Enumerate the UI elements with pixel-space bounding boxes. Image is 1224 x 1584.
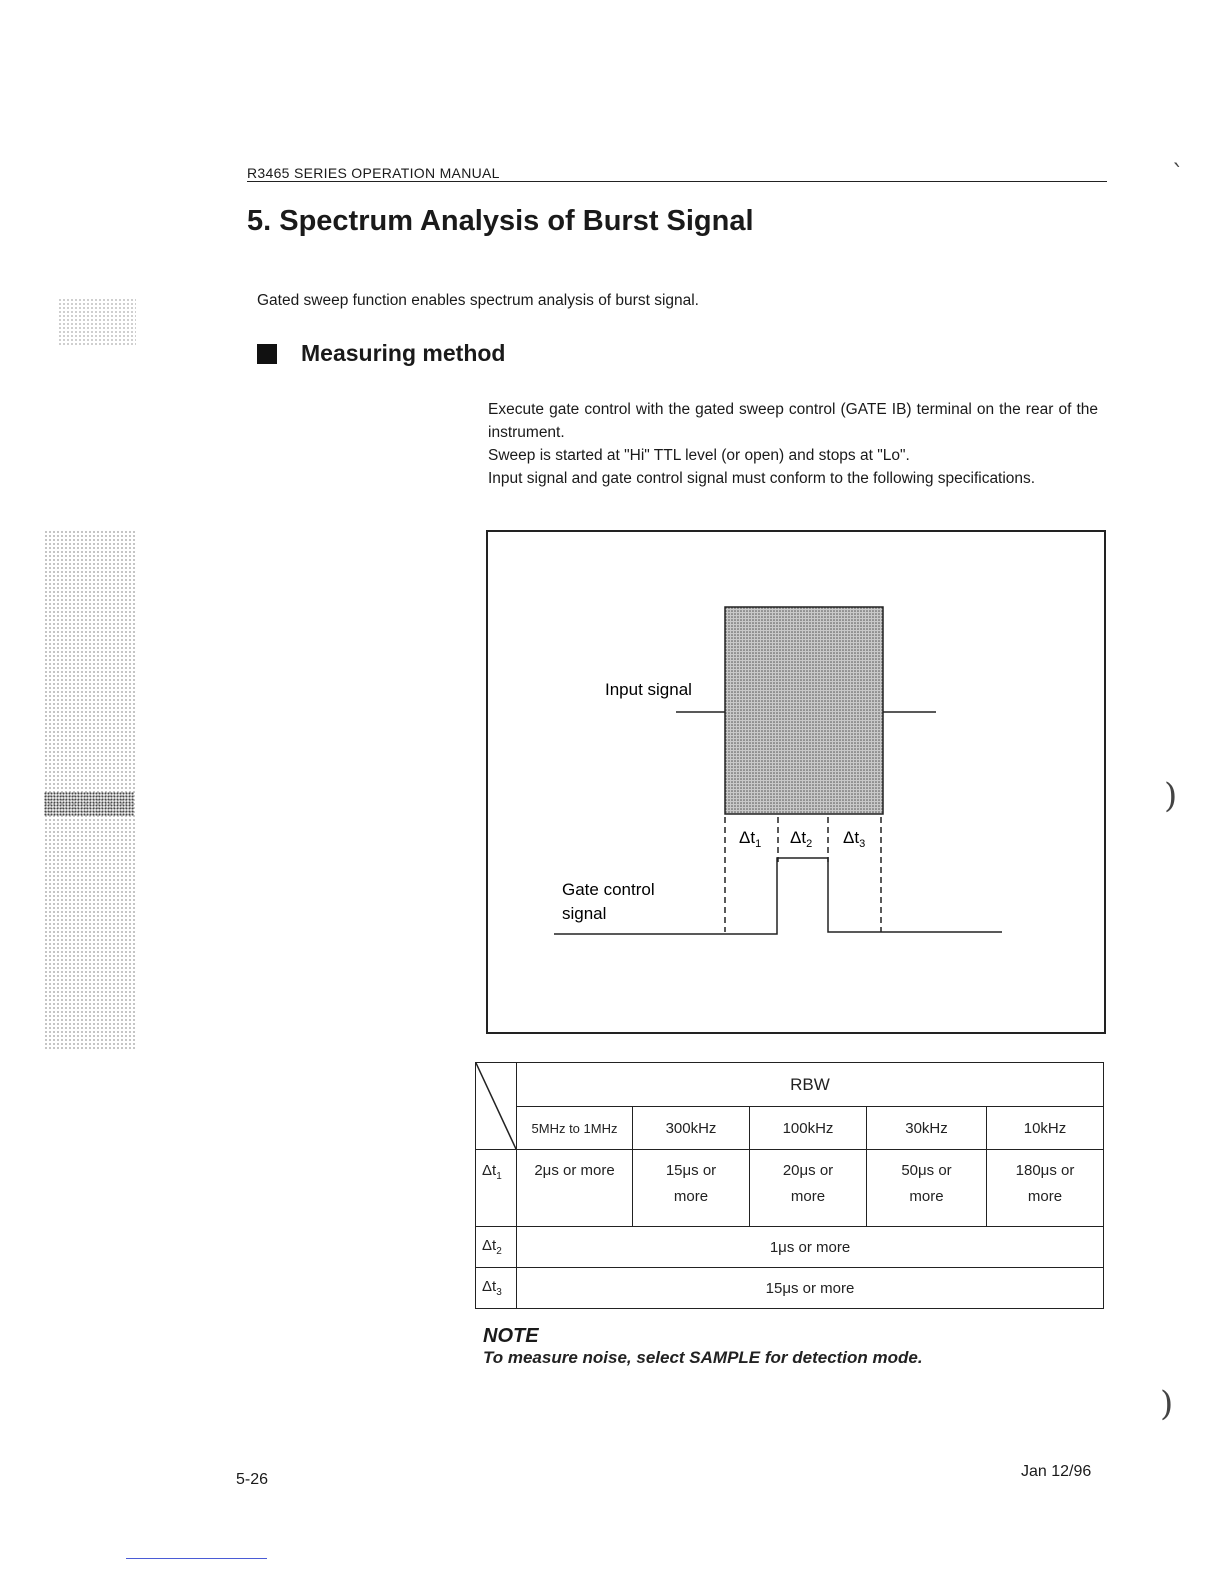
diagonal-divider (476, 1063, 516, 1149)
scan-noise-top (58, 298, 136, 346)
input-signal-label: Input signal (605, 680, 692, 699)
dt1-value-2: 15μs or more (633, 1150, 750, 1227)
table-row (476, 1268, 1104, 1309)
table-row (476, 1107, 1104, 1150)
subsection-heading-text: Measuring method (301, 340, 506, 366)
band-2: 300kHz (633, 1107, 750, 1150)
section-intro: Gated sweep function enables spectrum analysis of burst signal. (257, 292, 699, 309)
running-header (247, 165, 1107, 182)
subsection-heading (257, 340, 505, 367)
gate-control-label-line-1: Gate control (562, 880, 655, 899)
band-4: 30kHz (867, 1107, 987, 1150)
method-description (488, 398, 1098, 490)
gate-control-label-line-2: signal (562, 904, 607, 923)
method-para-3: Input signal and gate control signal must conform to the following specifications. (488, 470, 1036, 487)
dt1-row-label: $\Delta t_1$ (476, 1150, 517, 1227)
dt2-value: 1μs or more (517, 1227, 1104, 1268)
band-1: 5MHz to 1MHz (517, 1107, 633, 1150)
scan-noise-dark-band (44, 792, 134, 816)
table-row (476, 1227, 1104, 1268)
dt1-value-1: 2μs or more (517, 1150, 633, 1227)
dt1-value-3: 20μs or more (750, 1150, 867, 1227)
margin-mark-top: ` (1172, 160, 1184, 188)
table-row (476, 1150, 1104, 1227)
method-para-2: Sweep is started at "Hi" TTL level (or open) and stops at "Lo". (488, 447, 910, 464)
note-text: To measure noise, select SAMPLE for detection mode. (483, 1348, 923, 1367)
margin-mark-middle: ) (1164, 776, 1178, 816)
manual-title: R3465 SERIES OPERATION MANUAL (247, 165, 500, 181)
band-3: 100kHz (750, 1107, 867, 1150)
method-para-1-line-1: Execute gate control with the gated sweep control (GATE IB) terminal on the rear of the instrument. (488, 401, 1098, 441)
scan-noise-left-strip (44, 530, 136, 1050)
timing-diagram (486, 530, 1106, 1034)
table-row (476, 1063, 1104, 1107)
square-bullet-icon (257, 344, 277, 364)
delta-t3-label: $\Delta t_3$ (843, 828, 866, 850)
page-number: 5-26 (236, 1471, 269, 1488)
delta-t2-label: $\Delta t_2$ (790, 828, 813, 850)
revision-date: Jan 12/96 (1021, 1463, 1092, 1480)
timing-diagram-svg (488, 532, 1108, 1036)
note-title: NOTE (483, 1325, 539, 1347)
bottom-rule (126, 1558, 267, 1559)
rbw-header: RBW (517, 1063, 1104, 1107)
input-burst-pulse (725, 607, 883, 814)
dt2-row-label: $\Delta t_2$ (476, 1227, 517, 1268)
band-5: 10kHz (987, 1107, 1104, 1150)
dt3-value: 15μs or more (517, 1268, 1104, 1309)
delta-t1-label: $\Delta t_1$ (739, 828, 762, 850)
dt3-row-label: $\Delta t_3$ (476, 1268, 517, 1309)
margin-mark-bottom: ) (1160, 1384, 1174, 1424)
dt1-value-4: 50μs or more (867, 1150, 987, 1227)
gate-spec-table (475, 1062, 1104, 1309)
dt1-value-5: 180μs or more (987, 1150, 1104, 1227)
table-corner-cell (476, 1063, 517, 1150)
section-title: 5. Spectrum Analysis of Burst Signal (247, 205, 754, 237)
